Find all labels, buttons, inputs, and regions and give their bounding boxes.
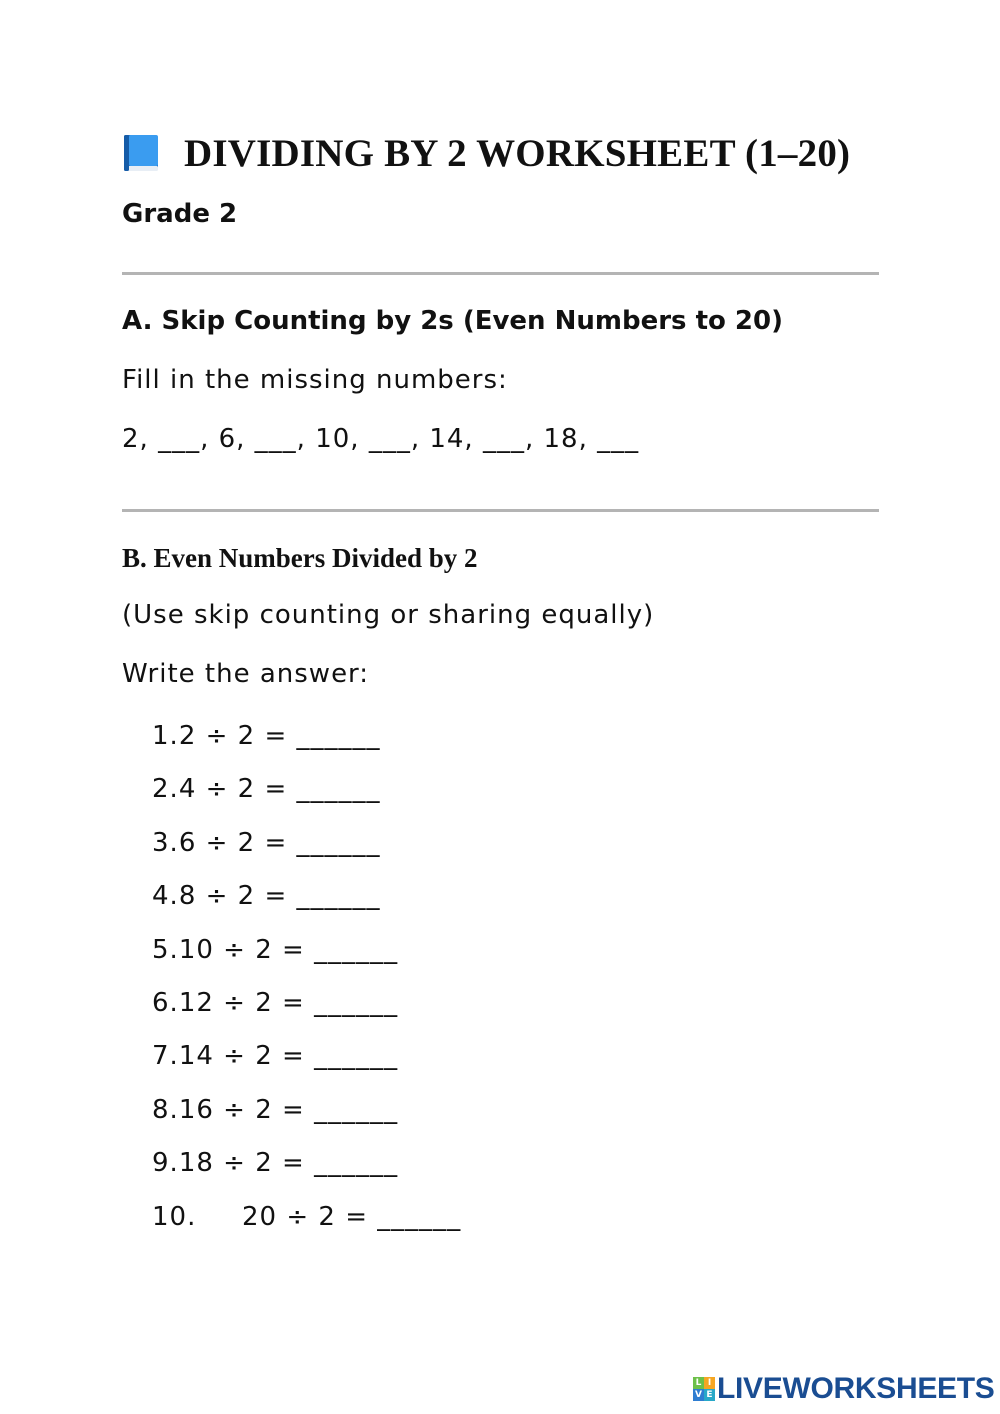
section-a-heading: A. Skip Counting by 2s (Even Numbers to 20) (122, 306, 783, 336)
problem-number: 4. (152, 881, 179, 912)
problem-item (152, 878, 461, 931)
problem-list (152, 718, 461, 1252)
problem-number: 9. (152, 1148, 179, 1179)
problem-number: 5. (152, 934, 179, 965)
problem-number: 2. (152, 774, 179, 805)
divider (122, 272, 879, 275)
page-title: DIVIDING BY 2 WORKSHEET (1–20) (184, 131, 851, 175)
problem-expression: 8 ÷ 2 = ______ (178, 881, 381, 912)
liveworksheets-logo-icon (693, 1377, 715, 1401)
problem-number: 8. (152, 1094, 179, 1125)
title-row (122, 128, 850, 178)
problem-item (152, 825, 461, 878)
problem-item (152, 1038, 461, 1091)
logo-mark-letter: E (704, 1389, 715, 1401)
problem-expression: 12 ÷ 2 = ______ (178, 987, 399, 1018)
blue-book-icon (122, 133, 160, 173)
problem-expression: 16 ÷ 2 = ______ (178, 1094, 399, 1125)
section-b-instruction: Write the answer: (122, 659, 370, 689)
liveworksheets-logo[interactable] (693, 1373, 995, 1405)
problem-item (152, 932, 461, 985)
problem-expression: 20 ÷ 2 = ______ (242, 1201, 462, 1232)
section-b-heading: B. Even Numbers Divided by 2 (122, 543, 478, 573)
section-a-instruction: Fill in the missing numbers: (122, 365, 508, 395)
problem-expression: 2 ÷ 2 = ______ (178, 721, 381, 751)
problem-item (152, 1199, 461, 1252)
skip-count-sequence: 2, ___, 6, ___, 10, ___, 14, ___, 18, ___ (122, 424, 640, 454)
problem-number: 10. (152, 1201, 197, 1232)
problem-item (152, 771, 461, 824)
problem-item (152, 1092, 461, 1145)
divider (122, 509, 879, 512)
problem-number: 7. (152, 1041, 179, 1072)
problem-expression: 4 ÷ 2 = ______ (178, 774, 381, 805)
grade-label: Grade 2 (122, 199, 238, 229)
section-b-hint: (Use skip counting or sharing equally) (122, 600, 655, 630)
problem-expression: 10 ÷ 2 = ______ (178, 934, 399, 965)
problem-number: 6. (152, 987, 179, 1018)
problem-expression: 18 ÷ 2 = ______ (178, 1148, 399, 1179)
problem-expression: 6 ÷ 2 = ______ (178, 827, 381, 858)
problem-item (152, 1145, 461, 1198)
logo-mark-letter: I (704, 1377, 715, 1389)
problem-number: 3. (152, 827, 179, 858)
problem-expression: 14 ÷ 2 = ______ (178, 1041, 399, 1072)
logo-mark-letter: V (693, 1389, 704, 1401)
problem-number: 1. (152, 721, 179, 751)
logo-text: LIVEWORKSHEETS (717, 1372, 995, 1405)
problem-item (152, 718, 461, 771)
logo-mark-letter: L (693, 1377, 704, 1389)
problem-item (152, 985, 461, 1038)
